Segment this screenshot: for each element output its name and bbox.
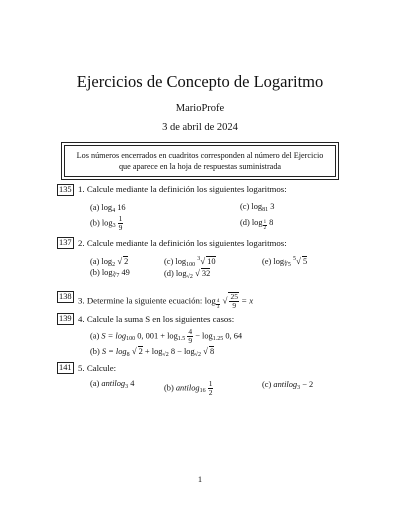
notice-line-2: que aparece en la hoja de respuestas suministrada (118, 162, 282, 171)
exercise-option: (b) $S = \log_8$ √ $2 + \log_{√2} 8 - \log_{√2}$ √ 8 (90, 346, 215, 358)
exercise-option: (d) log $_{\frac{1}{2}}$ 8 (240, 218, 274, 232)
exercise-statement: 5. Calcule: (78, 363, 117, 373)
exercise-option: (a) $\log_2$ √ 2 (90, 256, 129, 268)
page-number: 1 (197, 474, 203, 484)
exercise-option: (c) antilog$_3$ − 2 (262, 380, 314, 391)
exercise-option: (e) $\log_{∜5} ^5√$ 5 (262, 256, 308, 268)
exercise-option: (c) $\log_{100} ^3√$ 10 (164, 256, 216, 268)
notice-box (64, 145, 336, 177)
exercise-number-box: 139 (59, 314, 72, 323)
document-date: 3 de abril de 2024 (162, 122, 238, 133)
exercise-number-box: 135 (59, 185, 72, 194)
exercise-number-box: 137 (59, 238, 72, 247)
notice-line-1: Los números encerrados en cuadritos corresponden al número del Ejercicio (76, 151, 324, 160)
exercise-option: (b) $\log_3$ $\frac{1}{9}$ (90, 214, 123, 232)
exercise-statement: 1. Calcule mediante la definición los siguientes logaritmos: (78, 184, 287, 194)
exercise-option: (a) $S = \log_{100} 0$, $001 + \log_{1.5}$ $\frac{4}{9}$ − $\log_{1.25} 0$, 64 (90, 327, 243, 345)
document-author: MarioProfe (175, 103, 225, 114)
exercise-option: (d) $\log_{√2}$ √ 32 (164, 268, 211, 280)
exercise-statement: 2. Calcule mediante la definición los siguientes logaritmos: (78, 238, 287, 248)
exercise-number-box: 138 (59, 292, 72, 301)
exercise-statement: 4. Calcule la suma S en los siguientes casos: (78, 314, 235, 324)
exercise-option: (a) antilog$_3$ 4 (90, 379, 135, 390)
exercise-option: (b) $\log_{∛7} 49$ (90, 268, 130, 279)
exercise-statement: 3. Determine la siguiente ecuación: log $_{\frac{4}{3}}$ √ $\frac{25}{9}$ = x (78, 292, 254, 310)
exercise-option: (b) antilog$_{16}$ $\frac{1}{2}$ (164, 379, 213, 397)
document-title: Ejercicios de Concepto de Logaritmo (76, 72, 324, 91)
exercise-number-box: 141 (59, 363, 72, 372)
exercise-option: (c) $\log_{81} 3$ (240, 202, 275, 213)
exercise-option: (a) $\log_4 16$ (90, 203, 126, 214)
